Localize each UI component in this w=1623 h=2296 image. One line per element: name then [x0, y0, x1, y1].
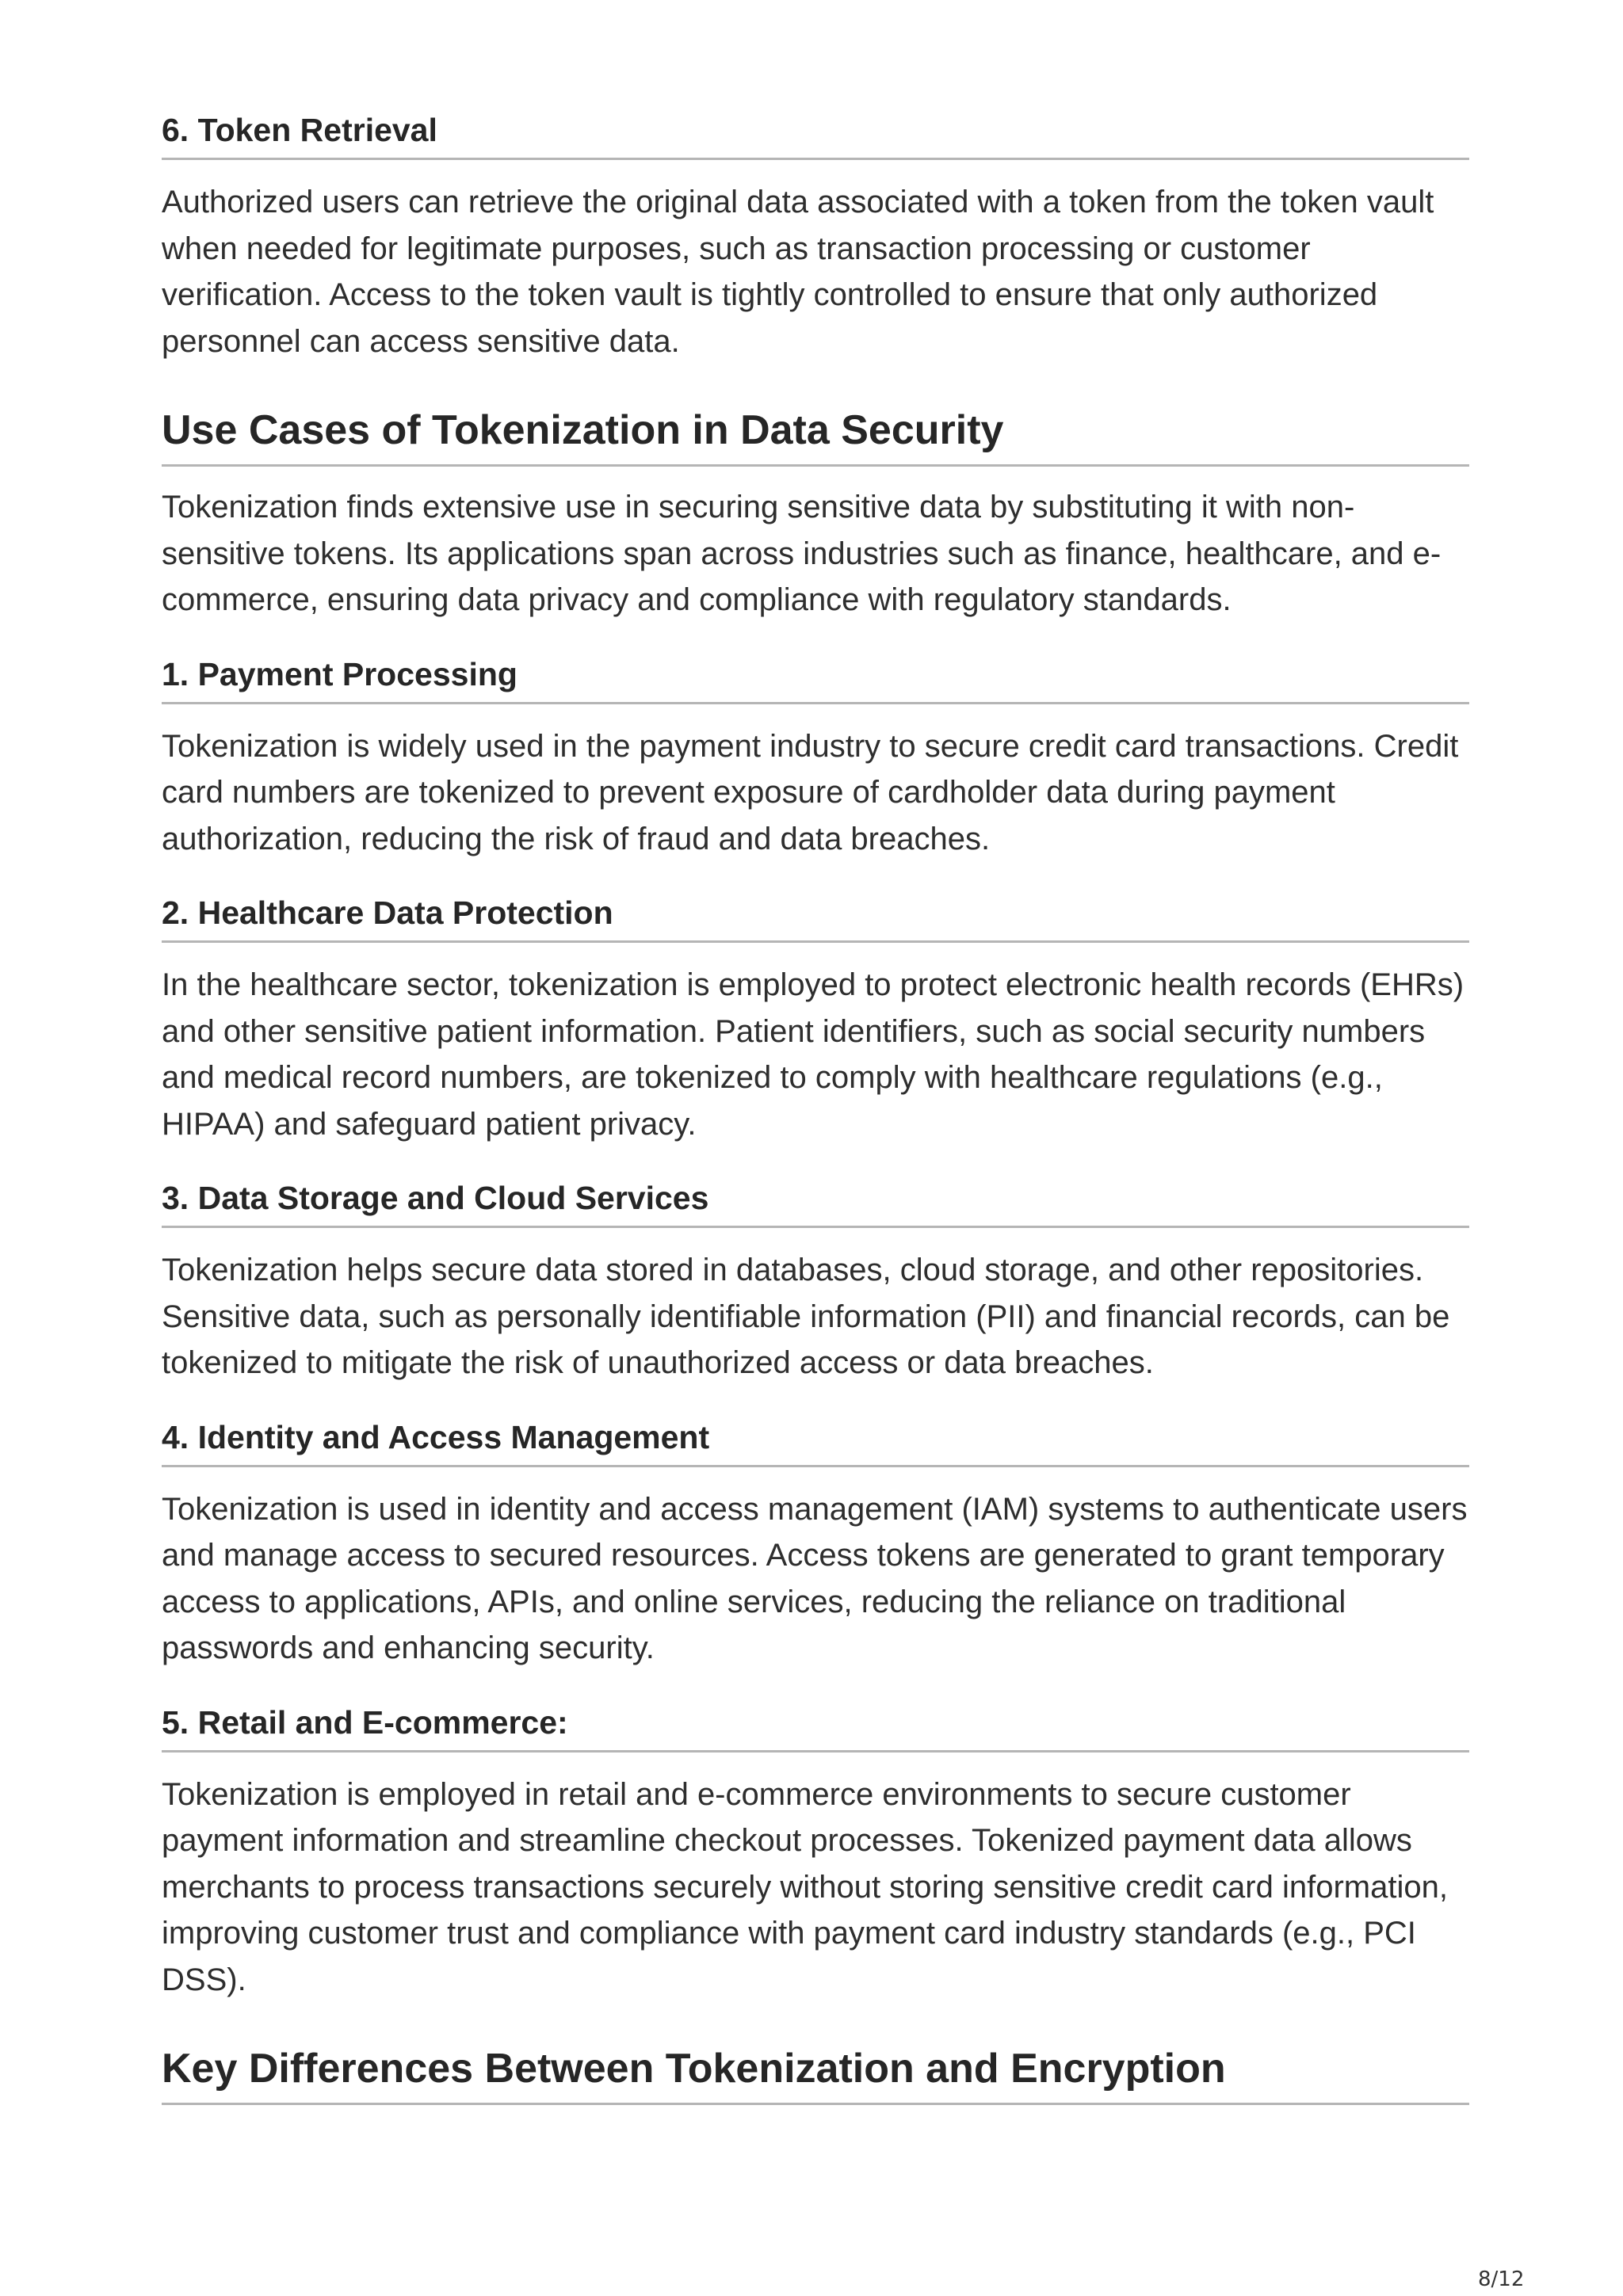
data-storage-text: Tokenization helps secure data stored in databases, cloud storage, and other repositories. Sensitive data, such as personally identifiable information (PII) and financial records, can be tokenized to mitigate the risk of unauthorized access or data breaches. — [162, 1253, 1450, 1380]
use-cases-intro: Tokenization finds extensive use in securing sensitive data by substituting it with non-sensitive tokens. Its applications span across industries such as finance, healthcare, and e-commerce, ensuring data privacy and compliance with regulatory standards. — [162, 490, 1442, 617]
retail-ecommerce-text: Tokenization is employed in retail and e-commerce environments to secure customer payment information and streamline checkout processes. Tokenized payment data allows merchants to process transactions securely without storing sensitive credit card information, improving customer trust and compliance with payment card industry standards (e.g., PCI DSS). — [162, 1776, 1448, 1997]
token-retrieval-text: Authorized users can retrieve the original data associated with a token from the token vault when needed for legitimate purposes, such as transaction processing or customer verification. Access to the token vault is tightly controlled to ensure that only authorized personnel can access sensitive data. — [162, 185, 1434, 359]
data-storage-heading: 3. Data Storage and Cloud Services — [162, 1179, 1469, 1228]
healthcare-heading: 2. Healthcare Data Protection — [162, 894, 1469, 943]
identity-access-text: Tokenization is used in identity and access management (IAM) systems to authenticate users and manage access to secured resources. Access tokens are generated to grant temporary access to applications, APIs, and online services, reducing the reliance on traditional passwords and enhancing security. — [162, 1491, 1468, 1665]
token-retrieval-heading: 6. Token Retrieval — [162, 111, 1469, 160]
identity-access-heading: 4. Identity and Access Management — [162, 1418, 1469, 1467]
page-number: 8/12 — [1478, 2267, 1525, 2291]
payment-processing-text: Tokenization is widely used in the payment industry to secure credit card transactions. Credit card numbers are tokenized to prevent exposure of cardholder data during payment authorization, reducing the risk of fraud and data breaches. — [162, 728, 1459, 856]
use-cases-heading: Use Cases of Tokenization in Data Security — [162, 406, 1469, 467]
healthcare-text: In the healthcare sector, tokenization is employed to protect electronic health records (EHRs) and other sensitive patient information. Patient identifiers, such as social security numbers and medical record numbers, are tokenized to comply with healthcare regulations (e.g., HIPAA) and safeguard patient privacy. — [162, 967, 1465, 1142]
payment-processing-heading: 1. Payment Processing — [162, 655, 1469, 704]
key-differences-heading: Key Differences Between Tokenization and Encryption — [162, 2044, 1469, 2105]
document-content — [162, 0, 1469, 2105]
retail-ecommerce-heading: 5. Retail and E-commerce: — [162, 1703, 1469, 1753]
